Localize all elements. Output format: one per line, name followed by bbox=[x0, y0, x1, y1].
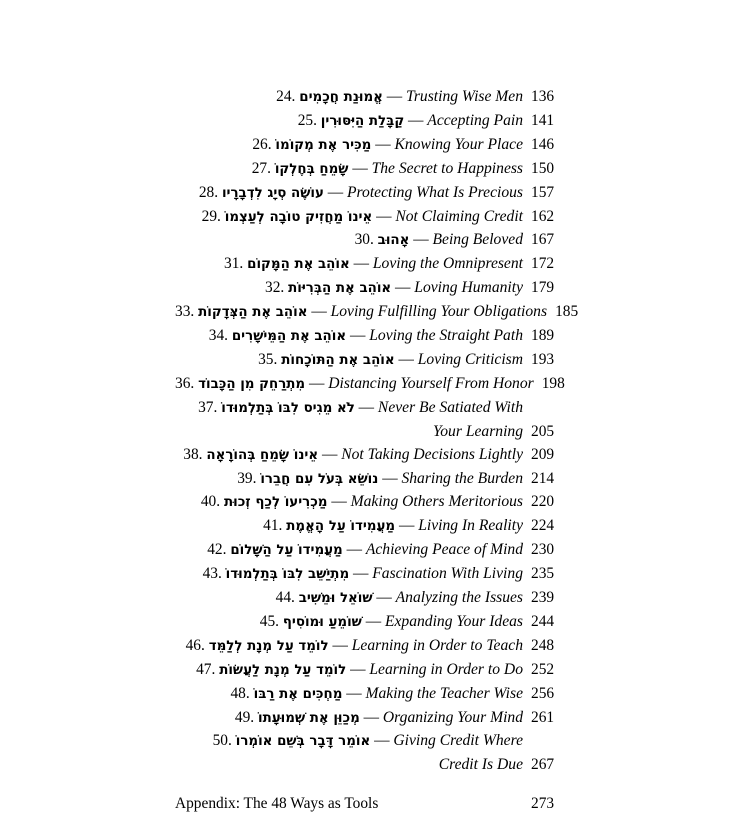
toc-entry-english: Loving Fulfilling Your Obligations bbox=[330, 303, 548, 321]
toc-entry-page: 230 bbox=[531, 541, 555, 559]
toc-entry-hebrew: לוֹמֵד עַל מְנָת לְלַמֵּד bbox=[208, 638, 329, 654]
toc-entry-number: 46. bbox=[185, 636, 205, 654]
toc-entry[interactable] bbox=[175, 635, 575, 657]
toc-entry-hebrew: לוֹמֵד עַל מְנָת לַעֲשׂוֹת bbox=[219, 662, 347, 678]
toc-entry[interactable] bbox=[175, 206, 575, 228]
toc-entry[interactable] bbox=[175, 301, 579, 323]
toc-entry-number: 33. bbox=[175, 303, 195, 321]
toc-entry-number: 29. bbox=[201, 207, 221, 225]
toc-entry-hebrew: אָהוּב bbox=[377, 233, 410, 249]
toc-entry-separator: — bbox=[332, 636, 348, 654]
toc-entry-english: Achieving Peace of Mind bbox=[365, 541, 523, 559]
toc-entry-number: 35. bbox=[258, 350, 278, 368]
toc-entry-number: 37. bbox=[198, 398, 218, 416]
toc-entry-separator: — bbox=[375, 135, 391, 153]
toc-entry-english: Never Be Satiated With bbox=[377, 398, 523, 416]
toc-entry[interactable] bbox=[175, 611, 575, 633]
toc-entry-english: Being Beloved bbox=[432, 231, 523, 249]
toc-entry-page: 136 bbox=[531, 88, 555, 105]
toc-entry-english: Giving Credit Where bbox=[393, 732, 523, 750]
toc-entry-separator: — bbox=[382, 469, 398, 487]
toc-entry-separator: — bbox=[376, 207, 392, 225]
toc-entry-separator: — bbox=[353, 255, 369, 273]
toc-entry-page: 239 bbox=[531, 589, 555, 607]
toc-entry-hebrew: מִתְיַשֵּׁב לִבּוֹ בְּתַלְמוּדוֹ bbox=[225, 567, 350, 583]
toc-entry[interactable] bbox=[175, 229, 575, 251]
toc-entry-text bbox=[175, 229, 531, 251]
toc-entry-text bbox=[175, 134, 531, 156]
toc-entry-page: 214 bbox=[531, 469, 555, 487]
toc-entry[interactable] bbox=[175, 515, 575, 537]
toc-entry-text bbox=[175, 158, 531, 180]
toc-entry-text bbox=[175, 110, 531, 132]
toc-entry[interactable] bbox=[175, 158, 575, 180]
toc-entry-number: 42. bbox=[207, 541, 227, 559]
toc-entry-number: 50. bbox=[212, 732, 232, 750]
toc-entry-page: 252 bbox=[531, 660, 555, 678]
toc-entry-english: Loving Criticism bbox=[417, 350, 523, 368]
toc-entry-number: 44. bbox=[275, 589, 295, 607]
toc-list bbox=[175, 86, 579, 814]
toc-entry-hebrew: עוֹשֶׂה סְיָג לִדְבָרָיו bbox=[221, 185, 324, 201]
toc-entry-hebrew: שָׂמֵחַ בְּחֶלְקוֹ bbox=[274, 161, 349, 177]
toc-entry-number: 34. bbox=[208, 327, 228, 345]
toc-entry-hebrew: לֹא מֵגִיס לִבּוֹ בְּתַלְמוּדוֹ bbox=[221, 400, 355, 416]
toc-entry-separator: — bbox=[346, 684, 362, 702]
toc-entry-english: Making Others Meritorious bbox=[350, 493, 523, 511]
toc-entry-hebrew: אוֹהֵב אֶת הַבְּרִיּוֹת bbox=[288, 281, 392, 297]
toc-entry-text bbox=[175, 539, 531, 561]
toc-entry-english: Loving the Straight Path bbox=[369, 327, 523, 345]
toc-entry-page: 220 bbox=[531, 493, 555, 511]
toc-entry-text bbox=[175, 468, 531, 490]
toc-entry-hebrew: קַבָּלַת הַיִּסּוּרִין bbox=[320, 113, 405, 129]
toc-entry-separator: — bbox=[365, 612, 382, 630]
toc-entry-english: Organizing Your Mind bbox=[382, 708, 523, 726]
toc-entry-hebrew: אוֹהֵב אֶת הַמָּקוֹם bbox=[247, 257, 350, 273]
toc-entry-english: Trusting Wise Men bbox=[406, 88, 523, 105]
toc-entry-hebrew: אֵינוֹ מַחֲזִיק טוֹבָה לְעַצְמוֹ bbox=[224, 209, 373, 225]
toc-entry-separator: — bbox=[363, 708, 380, 726]
toc-entry-number: 38. bbox=[183, 445, 203, 463]
toc-entry-english: Sharing the Burden bbox=[401, 469, 523, 487]
toc-entry[interactable] bbox=[175, 707, 575, 729]
toc-entry-hebrew: מַכִּיר אֶת מְקוֹמוֹ bbox=[275, 137, 372, 153]
toc-entry-english: Not Claiming Credit bbox=[395, 207, 523, 225]
toc-entry-hebrew: נוֹשֵׂא בְּעֹל עִם חֲבֵרוֹ bbox=[260, 471, 379, 487]
toc-entry-hebrew: מַכְרִיעוֹ לְכַף זְכוּת bbox=[223, 495, 328, 511]
toc-entry-english: Accepting Pain bbox=[427, 111, 523, 129]
toc-entry-separator: — bbox=[352, 159, 368, 177]
toc-entry-number: 28. bbox=[198, 183, 219, 201]
toc-entry-page: 141 bbox=[531, 111, 555, 129]
toc-entry-hebrew: מְכַוֵּן אֶת שְׁמוּעָתוֹ bbox=[258, 710, 360, 726]
toc-entry-page: 205 bbox=[531, 422, 555, 440]
toc-entry-number: 26. bbox=[252, 135, 272, 153]
toc-entry[interactable] bbox=[175, 491, 575, 513]
toc-entry-english: Loving Humanity bbox=[414, 279, 523, 297]
toc-entry-text bbox=[175, 659, 531, 681]
toc-entry-text bbox=[175, 86, 531, 108]
toc-entry-separator: — bbox=[395, 279, 411, 297]
toc-entry-text bbox=[175, 373, 542, 395]
toc-entry-hebrew: מַעֲמִידוֹ עַל הָאֱמֶת bbox=[286, 519, 396, 535]
toc-entry-english-continued: Credit Is Due bbox=[438, 756, 523, 774]
toc-entry-page: 185 bbox=[555, 303, 579, 321]
toc-entry-english: Learning in Order to Do bbox=[369, 660, 523, 678]
toc-entry[interactable] bbox=[175, 277, 575, 299]
toc-entry-english: Not Taking Decisions Lightly bbox=[341, 445, 523, 463]
toc-entry-page: 146 bbox=[531, 135, 555, 153]
toc-entry-text bbox=[175, 635, 531, 657]
toc-entry-continuation bbox=[175, 421, 575, 442]
toc-entry-hebrew: שׁוֹאֵל וּמֵשִׁיב bbox=[298, 591, 373, 607]
toc-entry-english: Learning in Order to Teach bbox=[351, 636, 523, 654]
toc-entry[interactable] bbox=[175, 325, 575, 347]
toc-entry-text bbox=[175, 491, 531, 513]
toc-entry[interactable] bbox=[175, 468, 575, 490]
toc-entry-separator: — bbox=[353, 565, 369, 583]
toc-entry-number: 47. bbox=[196, 660, 216, 678]
toc-entry-number: 49. bbox=[234, 708, 255, 726]
toc-entry-text bbox=[175, 277, 531, 299]
toc-entry-english: Living In Reality bbox=[418, 517, 523, 535]
toc-entry-number: 41. bbox=[263, 517, 283, 535]
toc-entry-page: 209 bbox=[531, 445, 555, 463]
toc-entry-separator: — bbox=[349, 327, 366, 345]
toc-entry-page: 172 bbox=[531, 255, 555, 273]
toc-entry-number: 48. bbox=[230, 684, 250, 702]
toc-entry-text bbox=[175, 683, 531, 705]
toc-entry-separator: — bbox=[408, 111, 424, 129]
toc-entry-hebrew: אוֹמֵר דָּבָר בְּשֵׁם אוֹמְרוֹ bbox=[235, 734, 371, 750]
toc-entry[interactable] bbox=[175, 683, 575, 705]
toc-entry-page: 224 bbox=[531, 517, 555, 535]
toc-entry-separator: — bbox=[331, 493, 347, 511]
toc-appendix-page: 273 bbox=[531, 794, 555, 812]
toc-entry-page: 150 bbox=[531, 159, 555, 177]
toc-entry-number: 25. bbox=[297, 111, 317, 129]
toc-entry-number: 24. bbox=[276, 88, 296, 105]
toc-entry-english: Fascination With Living bbox=[372, 565, 523, 583]
toc-entry-page: 167 bbox=[531, 231, 555, 249]
toc-entry-separator: — bbox=[327, 183, 344, 201]
toc-entry[interactable] bbox=[175, 134, 575, 156]
toc-entry-hebrew: אוֹהֵב אֶת הַתּוֹכָחוֹת bbox=[281, 352, 395, 368]
toc-entry-text bbox=[175, 563, 531, 585]
toc-entry-hebrew: מַעֲמִידוֹ עַל הַשָּׁלוֹם bbox=[230, 543, 343, 559]
toc-entry-separator: — bbox=[398, 350, 414, 368]
toc-entry-separator: — bbox=[358, 398, 375, 416]
toc-entry-number: 32. bbox=[265, 279, 285, 297]
toc-entry-number: 39. bbox=[237, 469, 257, 487]
toc-entry-page: 179 bbox=[531, 279, 555, 297]
toc-entry-english: Knowing Your Place bbox=[394, 135, 523, 153]
toc-entry-separator: — bbox=[308, 374, 325, 392]
toc-entry-text bbox=[175, 515, 531, 537]
toc-entry-separator: — bbox=[413, 231, 429, 249]
toc-entry-page: 256 bbox=[531, 684, 555, 702]
toc-entry[interactable] bbox=[175, 110, 575, 132]
toc-entry-text bbox=[175, 707, 531, 729]
toc-entry-number: 31. bbox=[224, 255, 244, 273]
toc-entry-page: 157 bbox=[531, 183, 555, 201]
toc-entry-hebrew: אֵינוֹ שָׂמֵחַ בְּהוֹרָאָה bbox=[206, 447, 319, 463]
toc-entry-english: Protecting What Is Precious bbox=[347, 183, 523, 201]
toc-entry-separator: — bbox=[386, 88, 403, 105]
toc-entry-hebrew: שׁוֹמֵעַ וּמוֹסִיף bbox=[282, 614, 362, 630]
toc-entry-separator: — bbox=[350, 660, 366, 678]
toc-entry-page: 235 bbox=[531, 565, 555, 583]
toc-entry-text bbox=[175, 301, 555, 323]
toc-entry-hebrew: אוֹהֵב אֶת הַמֵּישָׁרִים bbox=[231, 329, 347, 345]
toc-entry-hebrew: מִתְרַחֵק מִן הַכָּבוֹד bbox=[198, 376, 306, 392]
toc-entry-page: 244 bbox=[531, 612, 555, 630]
toc-entry-text bbox=[175, 253, 531, 275]
toc-entry-text bbox=[175, 349, 531, 371]
toc-entry-hebrew: אֱמוּנַת חֲכָמִים bbox=[299, 90, 383, 105]
toc-entry-number: 40. bbox=[200, 493, 221, 511]
toc-entry-english: Expanding Your Ideas bbox=[384, 612, 523, 630]
toc-entry-number: 43. bbox=[202, 565, 222, 583]
toc-entry-text bbox=[175, 206, 531, 228]
toc-entry-page: 189 bbox=[531, 327, 555, 345]
toc-entry-text bbox=[175, 611, 531, 633]
toc-entry-page: 198 bbox=[541, 374, 565, 392]
toc-entry[interactable] bbox=[175, 86, 575, 108]
toc-appendix-label: Appendix: The 48 Ways as Tools bbox=[175, 794, 379, 812]
toc-entry-english: Making the Teacher Wise bbox=[365, 684, 523, 702]
toc-entry-separator: — bbox=[374, 732, 390, 750]
toc-entry[interactable] bbox=[175, 659, 575, 681]
toc-entry-page: 162 bbox=[531, 207, 555, 225]
toc-entry-hebrew: אוֹהֵב אֶת הַצְּדָקוֹת bbox=[198, 305, 308, 321]
toc-entry-separator: — bbox=[376, 589, 392, 607]
toc-entry[interactable] bbox=[175, 587, 575, 609]
toc-entry[interactable] bbox=[175, 253, 575, 275]
toc-entry-english-continued: Your Learning bbox=[433, 422, 523, 440]
toc-entry[interactable] bbox=[175, 397, 575, 419]
toc-entry-text bbox=[175, 587, 531, 609]
toc-entry[interactable] bbox=[175, 539, 575, 561]
toc-entry-continuation bbox=[175, 754, 575, 775]
toc-entry-number: 27. bbox=[251, 159, 271, 177]
toc-entry-separator: — bbox=[346, 541, 362, 559]
toc-entry[interactable] bbox=[175, 563, 575, 585]
toc-entry-separator: — bbox=[311, 303, 327, 321]
toc-entry-page: 261 bbox=[531, 708, 555, 726]
toc-entry-text bbox=[175, 444, 531, 466]
toc-entry-text bbox=[175, 397, 531, 419]
toc-entry-hebrew: מַחְכִּים אֶת רַבּוֹ bbox=[253, 686, 343, 702]
toc-entry-page: 248 bbox=[531, 636, 555, 654]
toc-entry-text bbox=[175, 182, 531, 204]
toc-entry[interactable] bbox=[175, 349, 575, 371]
toc-entry[interactable] bbox=[175, 182, 575, 204]
toc-entry-page: 267 bbox=[531, 756, 555, 774]
toc-entry-english: Analyzing the Issues bbox=[395, 589, 523, 607]
toc-entry-english: The Secret to Happiness bbox=[371, 159, 523, 177]
toc-entry-number: 36. bbox=[175, 374, 195, 392]
toc-entry[interactable] bbox=[175, 373, 575, 395]
toc-entry[interactable] bbox=[175, 444, 575, 466]
toc-appendix-entry[interactable] bbox=[175, 793, 575, 814]
toc-entry-text bbox=[175, 325, 531, 347]
toc-entry-english: Loving the Omnipresent bbox=[372, 255, 523, 273]
toc-entry-separator: — bbox=[321, 445, 338, 463]
toc-entry-number: 30. bbox=[354, 231, 374, 249]
toc-entry-separator: — bbox=[398, 517, 415, 535]
toc-entry-number: 45. bbox=[259, 612, 280, 630]
toc-entry-page: 193 bbox=[531, 350, 555, 368]
toc-entry-english: Distancing Yourself From Honor bbox=[328, 374, 534, 392]
